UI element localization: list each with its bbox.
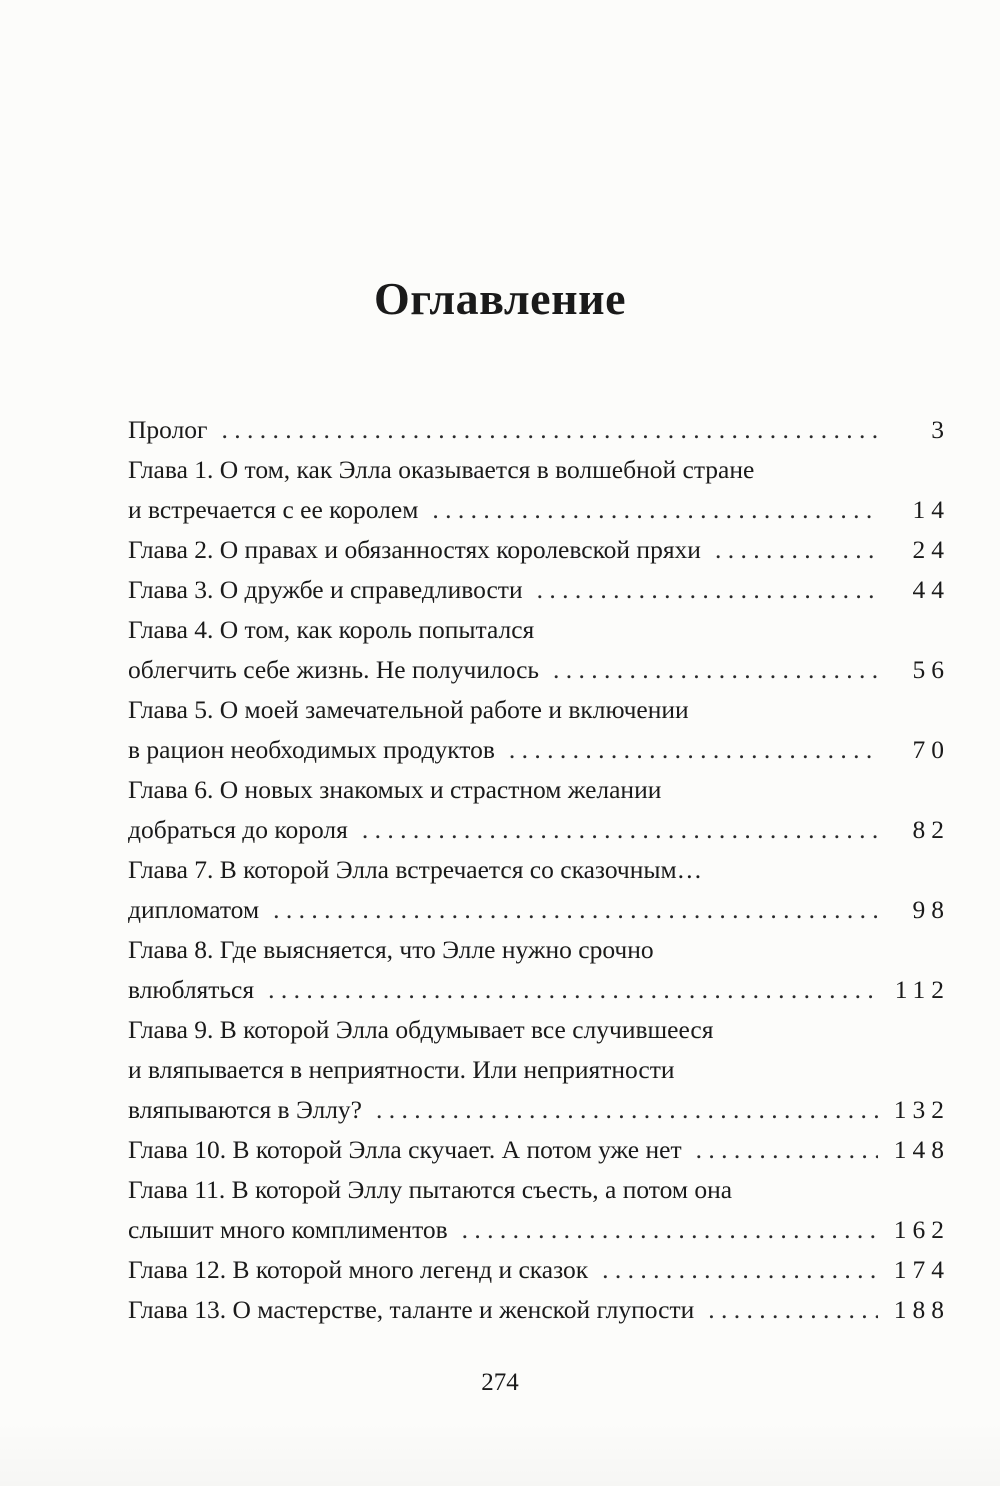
toc-entry-text: дипломатом [128, 895, 260, 924]
toc-entry-line [128, 850, 950, 890]
toc-entry-line [128, 610, 950, 650]
toc-entry-line [128, 730, 950, 770]
toc-entry-line [128, 690, 950, 730]
dot-leader [553, 650, 878, 690]
toc-entry-text: добраться до короля [128, 815, 348, 844]
toc-entry-line [128, 1050, 950, 1090]
toc-entry-page: 3 [931, 415, 950, 444]
toc-entry-page: 162 [893, 1215, 950, 1244]
toc-entry [128, 410, 950, 450]
table-of-contents [128, 410, 950, 1330]
toc-entry-line [128, 410, 950, 450]
toc-entry [128, 530, 950, 570]
toc-entry-text: Глава 10. В которой Элла скучает. А потом уже нет [128, 1135, 682, 1164]
toc-entry [128, 570, 950, 610]
toc-entry-text: Глава 12. В которой много легенд и сказок [128, 1255, 589, 1284]
toc-entry-page: 82 [912, 815, 950, 844]
toc-entry-line [128, 770, 950, 810]
toc-entry-page: 44 [912, 575, 950, 604]
toc-entry-page: 132 [893, 1095, 950, 1124]
toc-entry-line [128, 530, 950, 570]
toc-entry-text: Глава 1. О том, как Элла оказывается в волшебной стране [128, 455, 755, 484]
toc-entry-line [128, 1210, 950, 1250]
toc-entry [128, 930, 950, 1010]
toc-entry-text: Глава 2. О правах и обязанностях королевской пряхи [128, 535, 701, 564]
dot-leader [273, 890, 878, 930]
toc-entry [128, 770, 950, 850]
toc-entry-text: Глава 5. О моей замечательной работе и включении [128, 695, 689, 724]
dot-leader [362, 810, 878, 850]
toc-entry-line [128, 930, 950, 970]
page-number: 274 [481, 1369, 519, 1396]
page-title: Оглавление [373, 273, 627, 324]
toc-entry-page: 56 [912, 655, 950, 684]
toc-entry [128, 1010, 950, 1130]
toc-entry [128, 690, 950, 770]
toc-entry-page: 148 [893, 1135, 950, 1164]
toc-entry-line [128, 1170, 950, 1210]
toc-entry-line [128, 650, 950, 690]
toc-entry-line [128, 570, 950, 610]
toc-entry-line [128, 890, 950, 930]
toc-entry-text: Глава 9. В которой Элла обдумывает все случившееся [128, 1015, 714, 1044]
toc-entry-line [128, 970, 950, 1010]
dot-leader [462, 1210, 878, 1250]
toc-entry-line [128, 490, 950, 530]
toc-entry [128, 1130, 950, 1170]
toc-entry-text: Глава 6. О новых знакомых и страстном желании [128, 775, 662, 804]
dot-leader [509, 730, 878, 770]
toc-entry-line [128, 1250, 950, 1290]
dot-leader [268, 970, 878, 1010]
toc-entry-page: 70 [912, 735, 950, 764]
dot-leader [432, 490, 878, 530]
dot-leader [376, 1090, 878, 1130]
toc-entry [128, 850, 950, 930]
toc-entry-text: облегчить себе жизнь. Не получилось [128, 655, 540, 684]
toc-entry [128, 450, 950, 530]
toc-entry-text: в рацион необходимых продуктов [128, 735, 495, 764]
dot-leader [696, 1130, 878, 1170]
dot-leader [537, 570, 878, 610]
toc-entry-page: 112 [894, 975, 950, 1004]
toc-entry-page: 24 [912, 535, 950, 564]
dot-leader [222, 410, 878, 450]
toc-entry [128, 1170, 950, 1250]
dot-leader [602, 1250, 878, 1290]
toc-entry-line [128, 450, 950, 490]
toc-entry-line [128, 1130, 950, 1170]
dot-leader [715, 530, 878, 570]
toc-entry-text: Пролог [128, 415, 208, 444]
toc-entry-text: Глава 8. Где выясняется, что Элле нужно срочно [128, 935, 654, 964]
toc-entry-line [128, 810, 950, 850]
toc-entry-line [128, 1010, 950, 1050]
toc-entry-line [128, 1090, 950, 1130]
toc-entry-text: влюбляться [128, 975, 255, 1004]
toc-entry-text: Глава 11. В которой Эллу пытаются съесть, а потом она [128, 1175, 733, 1204]
toc-entry-text: Глава 3. О дружбе и справедливости [128, 575, 523, 604]
toc-entry [128, 1290, 950, 1330]
toc-entry [128, 1250, 950, 1290]
toc-entry-page: 14 [912, 495, 950, 524]
scan-edge [0, 1420, 1000, 1486]
toc-entry-text: слышит много комплиментов [128, 1215, 448, 1244]
toc-entry-text: и вляпывается в неприятности. Или неприятности [128, 1055, 675, 1084]
toc-entry-page: 174 [893, 1255, 950, 1284]
toc-entry-text: Глава 7. В которой Элла встречается со сказочным… [128, 855, 703, 884]
toc-entry-text: вляпываются в Эллу? [128, 1095, 362, 1124]
dot-leader [708, 1290, 878, 1330]
toc-entry [128, 610, 950, 690]
toc-entry-line [128, 1290, 950, 1330]
toc-entry-text: и встречается с ее королем [128, 495, 419, 524]
toc-entry-page: 98 [912, 895, 950, 924]
toc-entry-text: Глава 4. О том, как король попытался [128, 615, 535, 644]
toc-entry-text: Глава 13. О мастерстве, таланте и женской глупости [128, 1295, 695, 1324]
toc-entry-page: 188 [893, 1295, 950, 1324]
